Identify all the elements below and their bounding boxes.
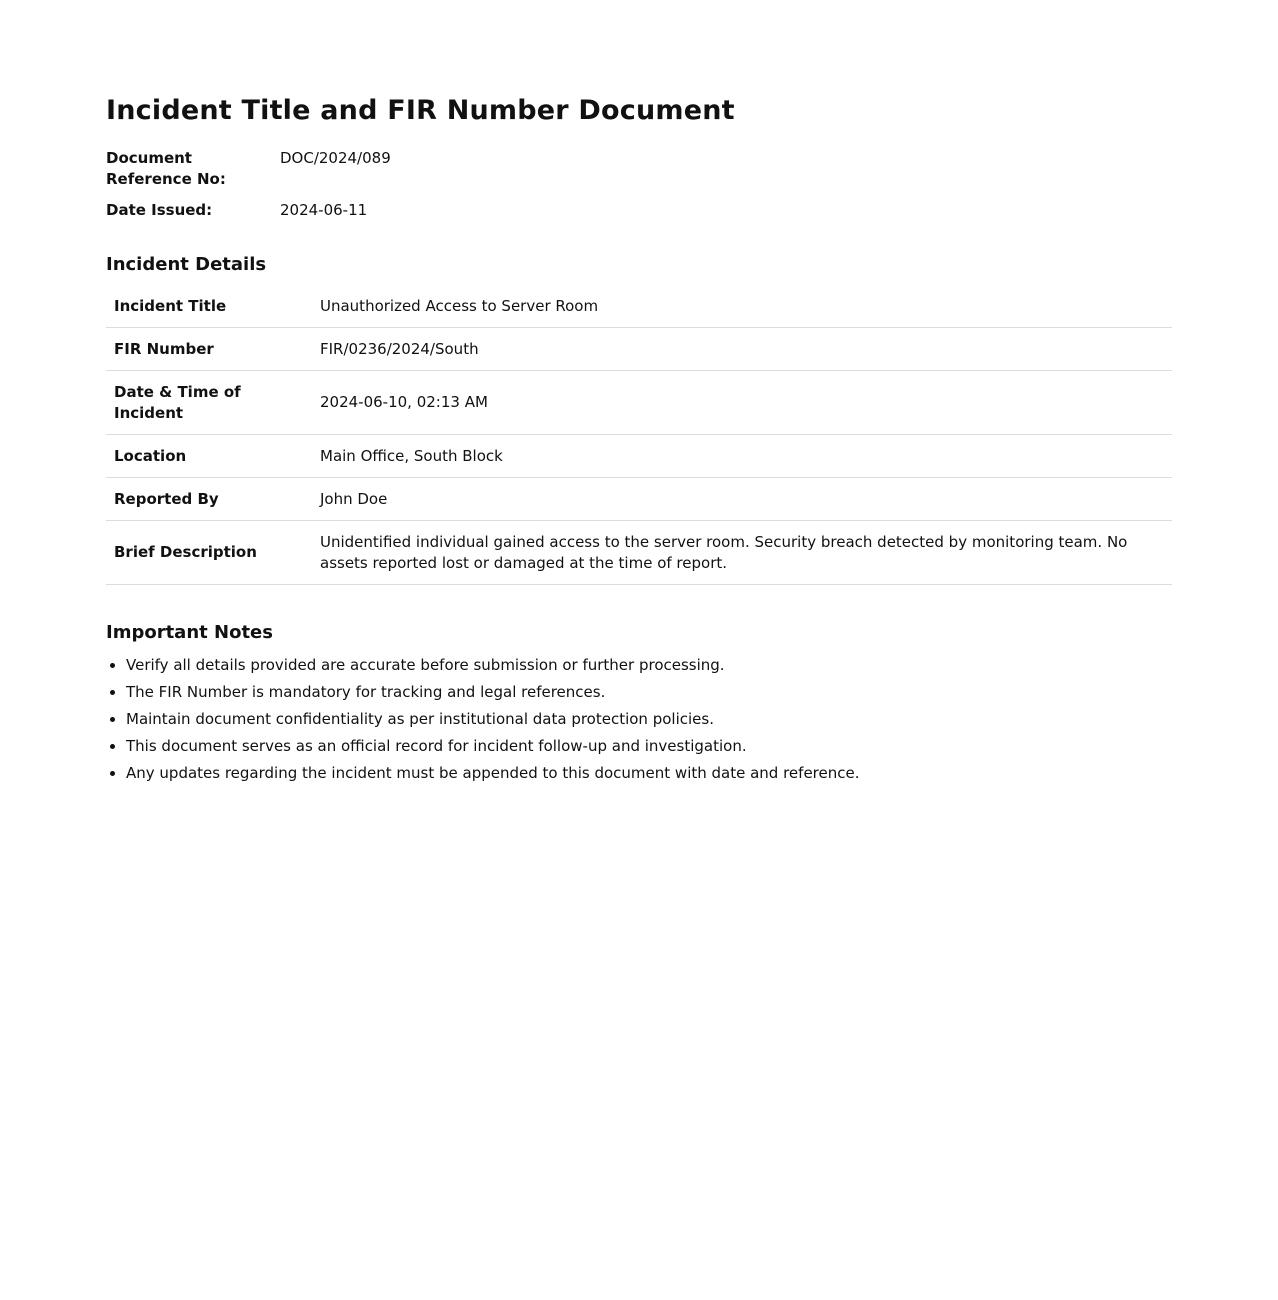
document-meta: [106, 148, 1172, 221]
list-item: • Any updates regarding the incident must be appended to this document with date and reference.: [126, 763, 1172, 784]
row-label-date-time: Date & Time of Incident: [106, 371, 312, 435]
table-row: [106, 435, 1172, 478]
important-notes-list: [106, 655, 1172, 784]
meta-value-reference: DOC/2024/089: [280, 149, 391, 167]
meta-value-date-issued: 2024-06-11: [280, 201, 368, 219]
row-value-brief-description: Unidentified individual gained access to the server room. Security breach detected by monitoring team. No assets reported lost or damaged at the time of report.: [312, 521, 1172, 585]
row-value-date-time: 2024-06-10, 02:13 AM: [312, 371, 1172, 435]
meta-row-reference: [106, 148, 1172, 190]
row-value-fir-number: FIR/0236/2024/South: [312, 328, 1172, 371]
row-label-fir-number: FIR Number: [106, 328, 312, 371]
row-value-location: Main Office, South Block: [312, 435, 1172, 478]
table-row: [106, 478, 1172, 521]
table-row: [106, 521, 1172, 585]
meta-label-reference: Document Reference No:: [106, 149, 226, 188]
row-label-incident-title: Incident Title: [106, 285, 312, 328]
row-value-reported-by: John Doe: [312, 478, 1172, 521]
list-item: • Maintain document confidentiality as per institutional data protection policies.: [126, 709, 1172, 730]
page-title: Incident Title and FIR Number Document: [106, 95, 735, 126]
list-item: • Verify all details provided are accurate before submission or further processing.: [126, 655, 1172, 676]
table-row: [106, 328, 1172, 371]
table-row: [106, 371, 1172, 435]
document-page: [106, 0, 1172, 784]
row-label-reported-by: Reported By: [106, 478, 312, 521]
list-item: • The FIR Number is mandatory for tracking and legal references.: [126, 682, 1172, 703]
row-label-location: Location: [106, 435, 312, 478]
row-label-brief-description: Brief Description: [106, 521, 312, 585]
list-item: • This document serves as an official record for incident follow-up and investigation.: [126, 736, 1172, 757]
table-row: [106, 285, 1172, 328]
important-notes-heading: Important Notes: [106, 622, 273, 643]
meta-row-date-issued: [106, 200, 1172, 221]
row-value-incident-title: Unauthorized Access to Server Room: [312, 285, 1172, 328]
meta-label-date-issued: Date Issued:: [106, 201, 213, 219]
incident-details-table: [106, 285, 1172, 585]
incident-details-heading: Incident Details: [106, 254, 267, 275]
